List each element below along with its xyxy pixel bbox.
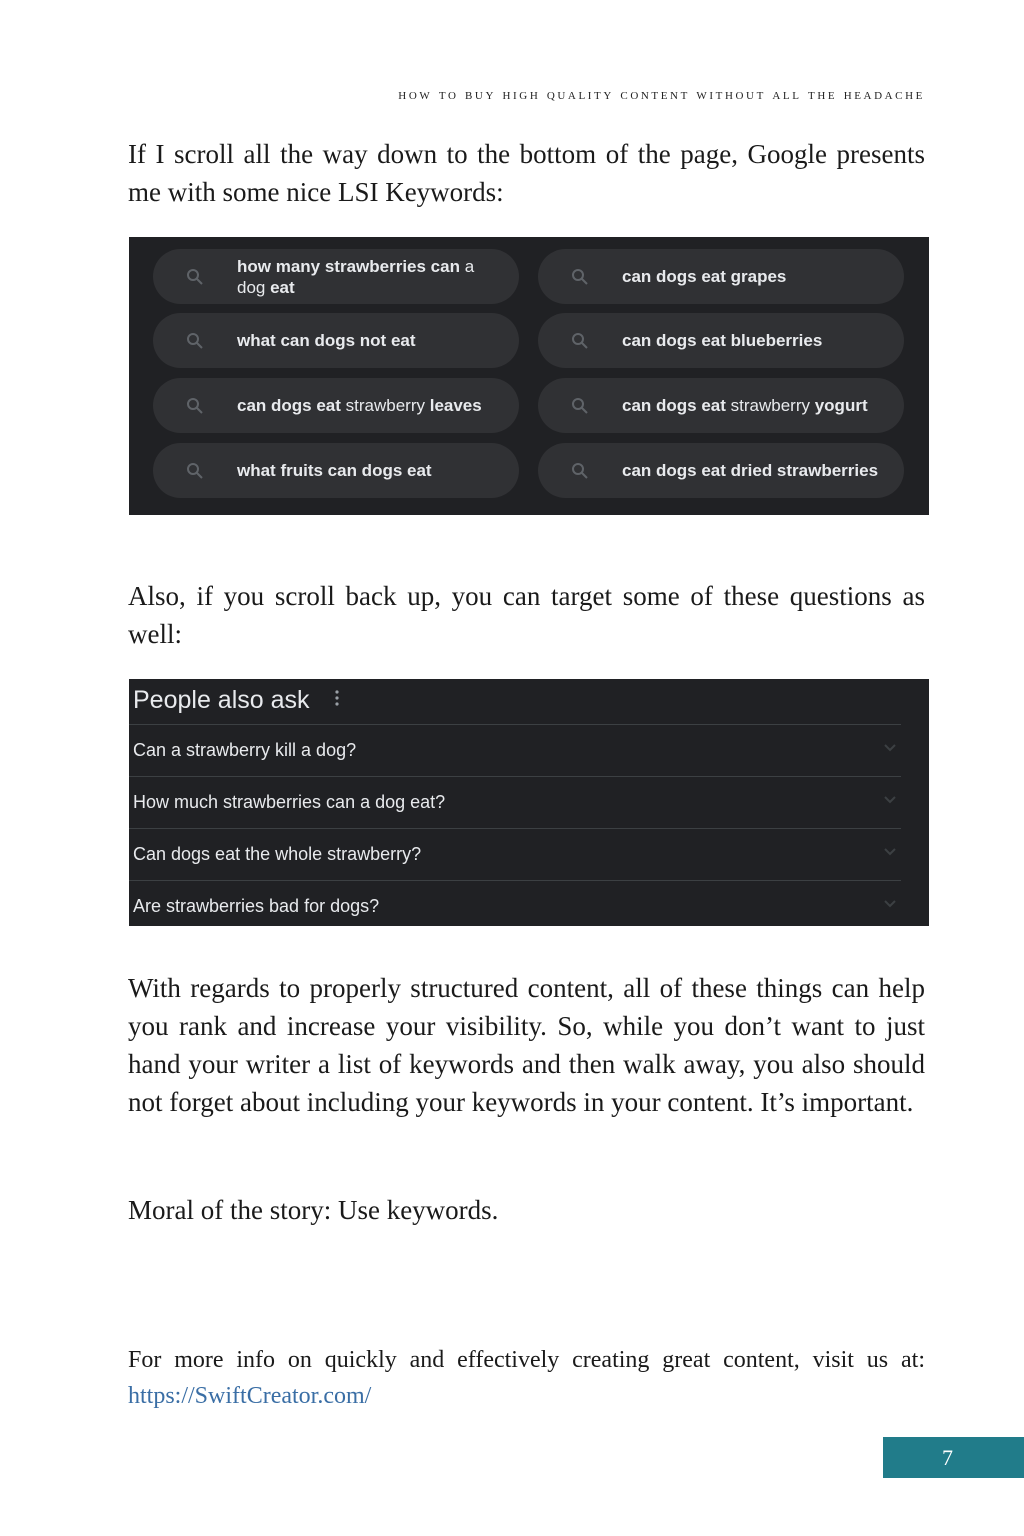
related-search-text: [622, 330, 884, 351]
related-search-chip[interactable]: [153, 249, 519, 304]
related-search-segment: leaves: [429, 396, 482, 415]
chevron-down-icon: [883, 795, 897, 805]
related-search-text: [237, 460, 499, 481]
related-search-segment: can dogs eat blueberries: [622, 331, 823, 350]
page-number: 7: [883, 1437, 1024, 1478]
related-search-segment: strawberry: [340, 396, 430, 415]
related-search-chip[interactable]: [538, 378, 904, 433]
paragraph-questions-intro: Also, if you scroll back up, you can target some of these questions as well:: [128, 581, 925, 649]
related-search-segment: can dogs eat grapes: [622, 267, 787, 286]
paa-question-text: How much strawberries can a dog eat?: [133, 792, 446, 812]
related-search-segment: eat: [270, 277, 295, 297]
search-icon: [571, 268, 589, 286]
people-also-ask-panel: [129, 679, 929, 926]
paa-question-row[interactable]: [129, 828, 901, 881]
related-search-text: [622, 266, 884, 287]
related-search-chip[interactable]: [153, 378, 519, 433]
search-icon: [186, 332, 204, 350]
website-link[interactable]: https://SwiftCreator.com/: [128, 1383, 372, 1409]
related-search-chip[interactable]: [153, 443, 519, 498]
chevron-down-icon: [883, 847, 897, 857]
paragraph-intro: If I scroll all the way down to the bottom of the page, Google presents me with some nice LSI Keywords:: [128, 139, 925, 207]
search-icon: [571, 462, 589, 480]
paa-question-row[interactable]: [129, 724, 901, 777]
running-head: how to buy high quality content without all the headache: [398, 86, 925, 103]
related-search-segment: can dogs eat dried strawberries: [622, 461, 879, 480]
related-search-segment: can dogs eat: [622, 396, 726, 415]
search-icon: [186, 268, 204, 286]
related-search-chip[interactable]: [538, 249, 904, 304]
footer-note: [128, 1342, 925, 1414]
paa-question-text: Can dogs eat the whole strawberry?: [133, 844, 422, 864]
paragraph-structured-content: With regards to properly structured content, all of these things can help you rank and increase your visibility. So, while you don’t want to just hand your writer a list of keywords and then walk away, you also should not forget about including your keywords in your content. It’s important.: [128, 973, 925, 1117]
footer-text: For more info on quickly and effectively creating great content, visit us at:: [128, 1347, 925, 1373]
related-search-text: [237, 330, 499, 351]
related-search-segment: strawberry: [725, 396, 815, 415]
paa-question-text: Can a strawberry kill a dog?: [133, 740, 357, 760]
related-search-chip[interactable]: [153, 313, 519, 368]
related-search-segment: what can dogs not eat: [237, 331, 416, 350]
related-search-text: [622, 460, 884, 481]
related-search-chip[interactable]: [538, 313, 904, 368]
related-search-text: [237, 256, 499, 298]
related-search-segment: how many strawberries can: [237, 256, 460, 276]
related-search-segment: yogurt: [814, 396, 868, 415]
related-search-segment: what fruits can dogs eat: [237, 461, 432, 480]
related-search-chip[interactable]: [538, 443, 904, 498]
related-searches-panel: [129, 237, 929, 515]
related-search-text: [237, 395, 499, 416]
related-search-segment: can dogs eat: [237, 396, 341, 415]
paa-question-text: Are strawberries bad for dogs?: [133, 896, 380, 916]
search-icon: [186, 462, 204, 480]
paa-question-row[interactable]: [129, 776, 901, 829]
search-icon: [571, 397, 589, 415]
chevron-down-icon: [883, 743, 897, 753]
related-search-text: [622, 395, 884, 416]
paa-title: People also ask: [133, 686, 310, 714]
search-icon: [186, 397, 204, 415]
related-search-segment: a dog: [237, 256, 475, 297]
search-icon: [571, 332, 589, 350]
paragraph-moral: Moral of the story: Use keywords.: [128, 1195, 499, 1225]
paa-question-row[interactable]: [129, 880, 901, 933]
chevron-down-icon: [883, 899, 897, 909]
more-options-icon[interactable]: [334, 689, 340, 707]
